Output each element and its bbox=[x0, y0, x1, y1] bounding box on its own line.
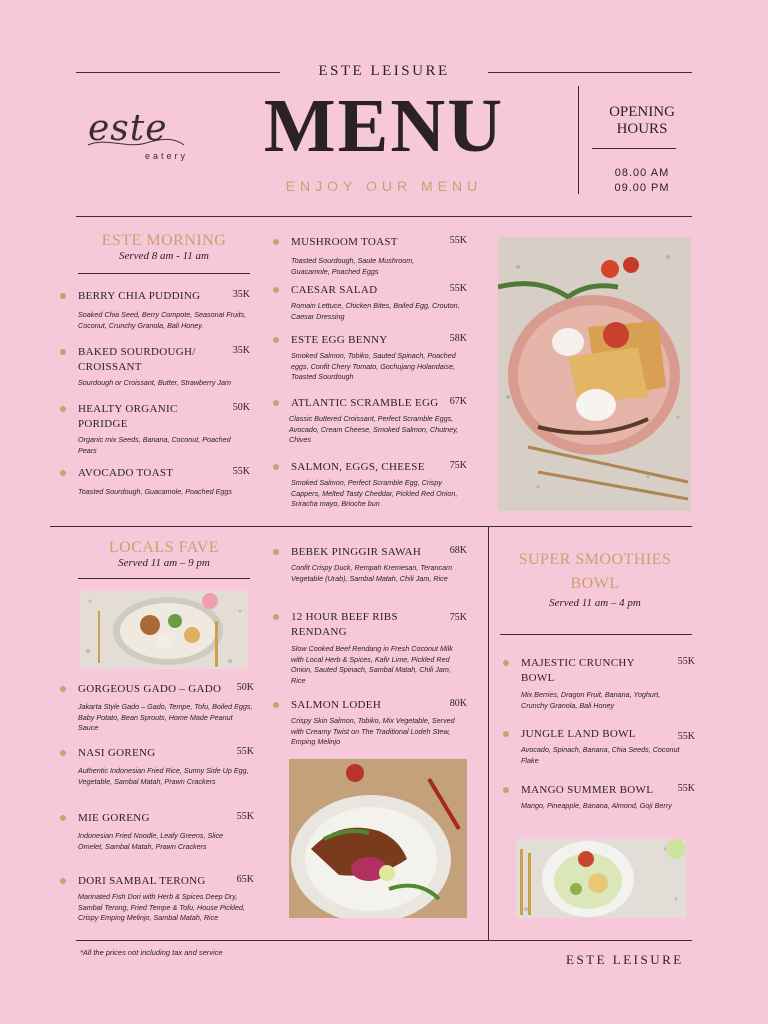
item-price: 50K bbox=[232, 402, 250, 413]
item-name: MUSHROOM TOAST bbox=[291, 236, 398, 248]
item-name: HEALTY ORGANIC PORIDGE bbox=[78, 403, 178, 430]
item-price: 75K bbox=[449, 460, 467, 471]
item-description: Smoked Salmon, Perfect Scramble Egg, Crispy Cappers, Melted Tasty Cheddar, Pickled Red Onion, Sriracha mayo, Brioche bun bbox=[291, 478, 458, 508]
hours-rule bbox=[592, 148, 676, 149]
brand-name-top: ESTE LEISURE bbox=[318, 63, 450, 79]
opening-time: 08.00 AM bbox=[614, 167, 670, 179]
bullet-icon bbox=[60, 349, 66, 355]
item-description: Indonesian Fried Noodle, Leafy Greens, Slice Omelet, Sambal Matah, Prawn Crackers bbox=[78, 831, 224, 851]
bullet-icon bbox=[503, 787, 509, 793]
bullet-icon bbox=[273, 702, 279, 708]
item-price: 35K bbox=[232, 289, 250, 300]
bullet-icon bbox=[273, 400, 279, 406]
bullet-icon bbox=[273, 337, 279, 343]
bullet-icon bbox=[60, 815, 66, 821]
smoothies-rule bbox=[500, 634, 692, 635]
logo-subtext: eatery bbox=[145, 151, 189, 161]
hours-divider bbox=[578, 86, 579, 194]
item-price: 55K bbox=[449, 235, 467, 246]
gado-gado-illustration bbox=[80, 591, 248, 669]
section-subtitle-morning: Served 8 am - 11 am bbox=[119, 250, 209, 262]
item-name: CAESAR SALAD bbox=[291, 284, 378, 296]
item-name: ESTE EGG BENNY bbox=[291, 334, 388, 346]
item-name: NASI GORENG bbox=[78, 747, 156, 759]
bullet-icon bbox=[503, 660, 509, 666]
item-name: MAJESTIC CRUNCHY BOWL bbox=[521, 657, 635, 684]
brand-name-bottom: ESTE LEISURE bbox=[566, 952, 684, 967]
column-divider bbox=[488, 527, 489, 940]
item-name: BEBEK PINGGIR SAWAH bbox=[291, 546, 422, 558]
item-description: Sourdough or Croissant, Butter, Strawberry Jam bbox=[78, 378, 232, 387]
item-price: 55K bbox=[232, 466, 250, 477]
item-name: 12 HOUR BEEF RIBS RENDANG bbox=[291, 611, 398, 638]
price-footnote: *All the prices not including tax and service bbox=[80, 948, 223, 957]
item-name: JUNGLE LAND BOWL bbox=[521, 728, 636, 740]
item-description: Toasted Sourdough, Guacamole, Poached Eggs bbox=[78, 487, 232, 496]
item-name: MIE GORENG bbox=[78, 812, 150, 824]
item-price: 58K bbox=[449, 333, 467, 344]
item-description: Organic mix Seeds, Banana, Coconut, Poached Pears bbox=[78, 435, 231, 455]
item-description: Soaked Chia Seed, Berry Compote, Seasonal Fruits, Coconut, Crunchy Granola, Bali Honey. bbox=[78, 310, 247, 330]
bullet-icon bbox=[273, 287, 279, 293]
item-name: DORI SAMBAL TERONG bbox=[78, 875, 206, 887]
item-name: MANGO SUMMER BOWL bbox=[521, 784, 654, 796]
bullet-icon bbox=[60, 878, 66, 884]
item-price: 65K bbox=[236, 874, 254, 885]
beef-rendang-photo bbox=[289, 759, 467, 918]
bullet-icon bbox=[273, 549, 279, 555]
item-description: Avocado, Spinach, Banana, Chia Seeds, Coconut Flake bbox=[521, 745, 680, 765]
item-description: Toasted Sourdough, Saute Mushroom, Guacamole, Poached Eggs bbox=[291, 256, 415, 276]
item-name: BERRY CHIA PUDDING bbox=[78, 290, 201, 302]
item-description: Jakarta Style Gado – Gado, Tempe, Tofu, Boiled Eggs, Baby Potato, Bean Sprouts, Home Made Peanut Sauce bbox=[78, 702, 253, 732]
gado-gado-photo bbox=[80, 591, 248, 669]
item-description: Mix Berries, Dragon Fruit, Banana, Yoghurt, Crunchy Granola, Bali Honey bbox=[521, 690, 661, 710]
bullet-icon bbox=[273, 464, 279, 470]
item-price: 75K bbox=[449, 612, 467, 623]
item-description: Authentic Indonesian Fried Rice, Sunny Side Up Egg, Vegetable, Sambal Matah, Prawn Crackers bbox=[78, 766, 249, 786]
section-subtitle-locals: Served 11 am – 9 pm bbox=[118, 557, 210, 569]
item-price: 50K bbox=[236, 682, 254, 693]
item-name: SALMON, EGGS, CHEESE bbox=[291, 461, 425, 473]
bullet-icon bbox=[503, 731, 509, 737]
beef-rendang-illustration bbox=[289, 759, 467, 918]
closing-time: 09.00 PM bbox=[614, 182, 670, 194]
locals-rule bbox=[78, 578, 250, 579]
bullet-icon bbox=[60, 470, 66, 476]
item-description: Classic Buttered Croissant, Perfect Scramble Eggs, Avocado, Cream Cheese, Smoked Salmon, Chutney, Chives bbox=[289, 414, 459, 444]
bullet-icon bbox=[60, 406, 66, 412]
bullet-icon bbox=[60, 750, 66, 756]
section-subtitle-smoothies: Served 11 am – 4 pm bbox=[549, 597, 641, 609]
section-title-locals: LOCALS FAVE bbox=[108, 539, 220, 556]
item-name: GORGEOUS GADO – GADO bbox=[78, 683, 222, 695]
item-price: 55K bbox=[236, 746, 254, 757]
item-name: SALMON LODEH bbox=[291, 699, 382, 711]
item-price: 55K bbox=[449, 283, 467, 294]
item-description: Crispy Skin Salmon, Tobiko, Mix Vegetable, Served with Creamy Twist on The Traditional Lodeh Stew, Emping Melinjo bbox=[291, 716, 455, 746]
section-title-smoothies: SUPER SMOOTHIES BOWL bbox=[518, 551, 672, 592]
header-bottom-rule bbox=[76, 216, 692, 217]
item-price: 55K bbox=[677, 731, 695, 742]
opening-hours-title: OPENING HOURS bbox=[609, 104, 675, 137]
french-toast-photo bbox=[498, 237, 691, 511]
item-name: AVOCADO TOAST bbox=[78, 467, 174, 479]
french-toast-illustration bbox=[498, 237, 691, 511]
item-name: ATLANTIC SCRAMBLE EGG bbox=[291, 397, 439, 409]
middle-rule bbox=[50, 526, 692, 527]
item-description: Mango, Pineapple, Banana, Almond, Goji Berry bbox=[521, 801, 672, 810]
bullet-icon bbox=[273, 614, 279, 620]
item-price: 35K bbox=[232, 345, 250, 356]
bullet-icon bbox=[60, 686, 66, 692]
item-description: Marinated Fish Dori with Herb & Spices Deep Dry, Sambal Terong, Fried Tempe & Tofu, House Pickled, Crispy Emping Melinjo, Sambal Matah, Rice bbox=[78, 892, 245, 922]
footer-rule bbox=[76, 940, 692, 941]
item-name: BAKED SOURDOUGH/ CROISSANT bbox=[78, 346, 196, 373]
logo-swash-icon bbox=[86, 133, 186, 153]
section-title-morning: ESTE MORNING bbox=[101, 232, 227, 249]
item-description: Smoked Salmon, Tobiko, Sauted Spinach, Poached eggs, Confit Chery Tomato, Gochujang Holandaise, Toasted Sourdough bbox=[291, 351, 456, 381]
bullet-icon bbox=[60, 293, 66, 299]
bullet-icon bbox=[273, 239, 279, 245]
item-price: 55K bbox=[236, 811, 254, 822]
smoothie-bowl-illustration bbox=[516, 839, 686, 918]
item-price: 55K bbox=[677, 783, 695, 794]
page-title: MENU bbox=[263, 84, 505, 168]
item-price: 55K bbox=[677, 656, 695, 667]
item-description: Slow Cooked Beef Rendang in Fresh Coconut Milk with Local Herb & Spices, Kafir Lime, Pickled Red Onion, Sauted Spinach, Sambal Matah, Chili Jam, Rice bbox=[291, 644, 453, 685]
smoothie-bowl-photo bbox=[516, 839, 686, 918]
item-price: 67K bbox=[449, 396, 467, 407]
item-price: 80K bbox=[449, 698, 467, 709]
logo-text: este bbox=[88, 108, 168, 149]
item-price: 68K bbox=[449, 545, 467, 556]
tagline: ENJOY OUR MENU bbox=[285, 178, 483, 194]
item-description: Romain Lettuce, Chicken Bites, Boiled Egg, Crouton, Caesar Dressing bbox=[291, 301, 460, 321]
item-description: Confit Crispy Duck, Rempah Kremesan, Terancam Vegetable (Urab), Sambal Matah, Chili Jam, Rice bbox=[291, 563, 453, 583]
morning-rule bbox=[78, 273, 250, 274]
